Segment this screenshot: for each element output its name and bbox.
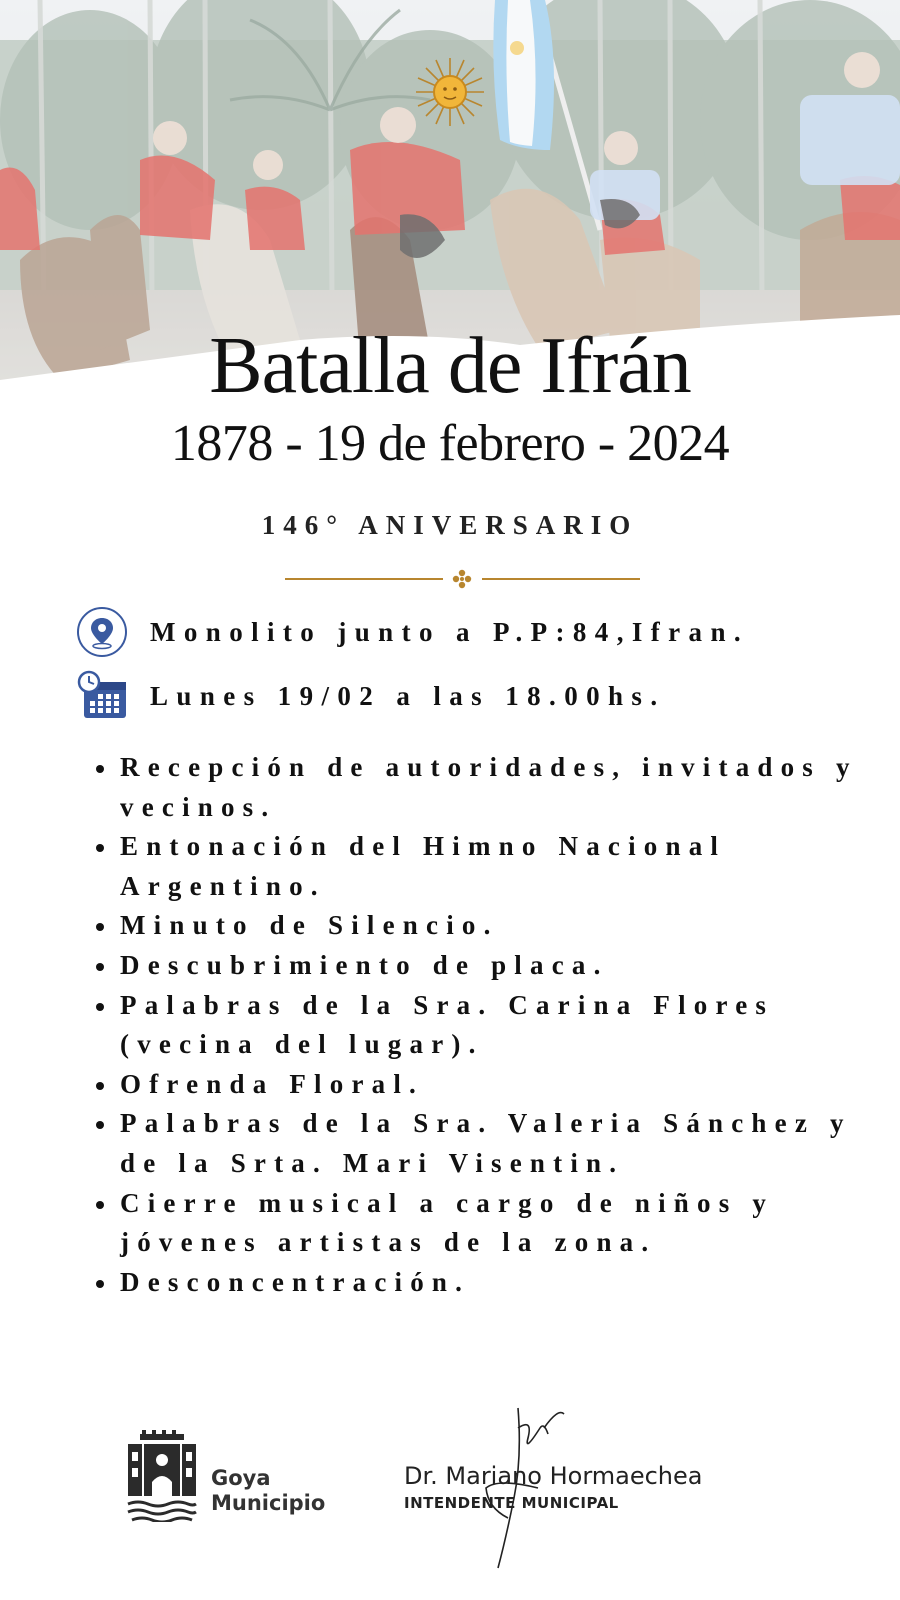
logo-line-1: Goya bbox=[211, 1466, 271, 1490]
location-row bbox=[76, 606, 749, 658]
list-item: Desconcentración. bbox=[96, 1263, 886, 1303]
agenda-list bbox=[96, 748, 886, 1302]
sol-de-mayo-icon bbox=[414, 56, 486, 128]
list-item: Ofrenda Floral. bbox=[96, 1065, 886, 1105]
map-pin-icon bbox=[76, 606, 128, 658]
list-item: Palabras de la Sra. Valeria Sánchez y de la Srta. Mari Visentin. bbox=[96, 1104, 886, 1183]
calendar-clock-icon bbox=[76, 670, 128, 722]
page-title: Batalla de Ifrán bbox=[209, 322, 691, 410]
ornamental-divider-icon bbox=[285, 568, 640, 590]
list-item: Cierre musical a cargo de niños y jóvenes artistas de la zona. bbox=[96, 1184, 886, 1263]
signer-name: Dr. Mariano Hormaechea bbox=[404, 1462, 703, 1490]
signer-role: INTENDENTE MUNICIPAL bbox=[404, 1494, 619, 1512]
anniversary-label: 146° ANIVERSARIO bbox=[261, 510, 639, 540]
event-datetime: Lunes 19/02 a las 18.00hs. bbox=[150, 680, 666, 711]
event-location: Monolito junto a P.P:84,Ifran. bbox=[150, 616, 750, 647]
list-item: Descubrimiento de placa. bbox=[96, 946, 886, 986]
handwritten-signature bbox=[478, 1398, 578, 1578]
event-dates: 1878 - 19 de febrero - 2024 bbox=[170, 415, 730, 472]
goya-municipio-logo bbox=[126, 1430, 198, 1522]
list-item: Minuto de Silencio. bbox=[96, 906, 886, 946]
logo-line-2: Municipio bbox=[211, 1491, 326, 1515]
datetime-row bbox=[76, 670, 665, 722]
list-item: Entonación del Himno Nacional Argentino. bbox=[96, 827, 886, 906]
list-item: Palabras de la Sra. Carina Flores (vecina del lugar). bbox=[96, 986, 886, 1065]
logo-text bbox=[211, 1466, 325, 1516]
list-item: Recepción de autoridades, invitados y vecinos. bbox=[96, 748, 886, 827]
